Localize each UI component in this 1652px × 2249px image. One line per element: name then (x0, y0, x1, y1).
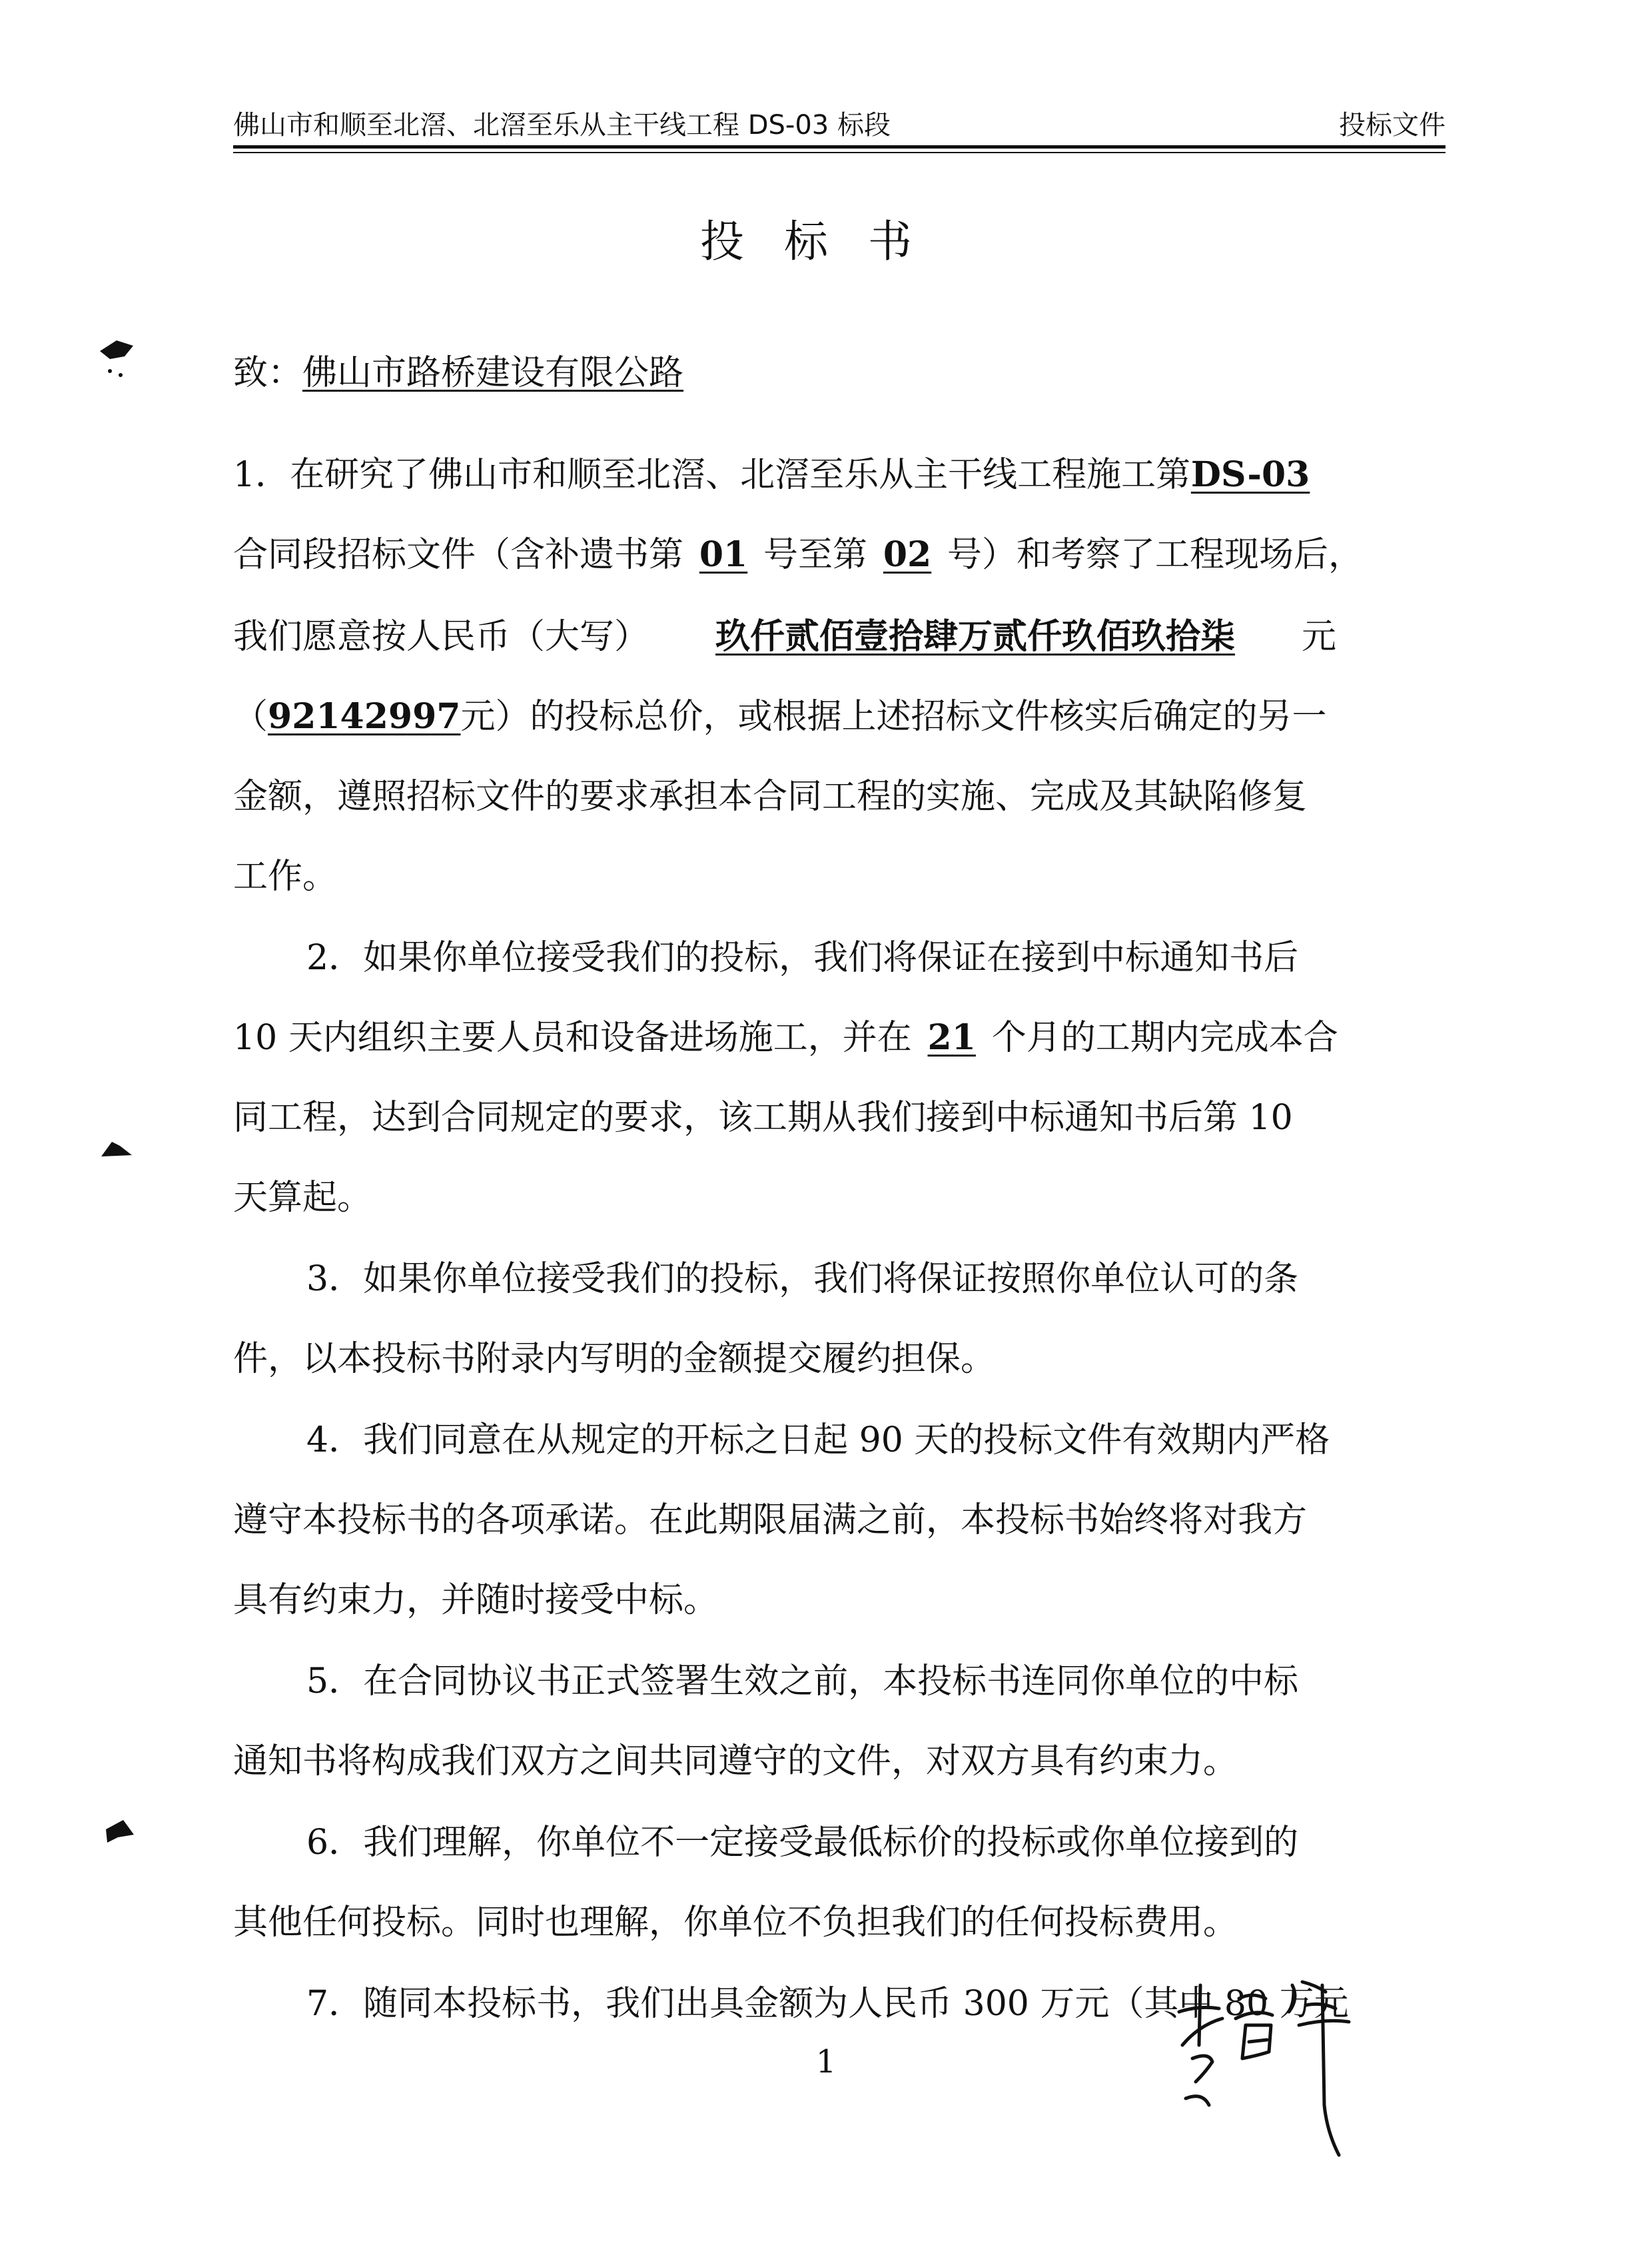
p2-line-1: 2．如果你单位接受我们的投标，我们将保证在接到中标通知书后 (306, 938, 1299, 978)
p2-line-4: 天算起。 (233, 1178, 372, 1218)
p5-line-1: 5．在合同协议书正式签署生效之前，本投标书连同你单位的中标 (306, 1661, 1299, 1701)
addressee-name: 佛山市路桥建设有限公路 (302, 353, 684, 393)
punch-mark-2 (100, 1139, 133, 1159)
p1-text: 我们愿意按人民币（大写） (233, 617, 649, 657)
punch-mark-1 (97, 336, 137, 383)
punch-mark-3 (103, 1817, 137, 1844)
p1-text: 号）和考察了工程现场后， (947, 535, 1364, 575)
addressee-prefix: 致： (233, 353, 303, 393)
p1-text: 号至第 (763, 535, 868, 575)
p3-line-1: 3．如果你单位接受我们的投标，我们将保证按照你单位认可的条 (306, 1259, 1299, 1299)
handwritten-signature (1172, 1945, 1359, 2158)
p1-line-6: 工作。 (233, 857, 338, 897)
p4-line-3: 具有约束力，并随时接受中标。 (233, 1580, 719, 1620)
page-header (233, 105, 1446, 145)
header-rule-thin (233, 152, 1446, 153)
p2-line-3: 同工程，达到合同规定的要求，该工期从我们接到中标通知书后第 10 (233, 1098, 1293, 1138)
p1-line-2 (233, 528, 1446, 582)
bid-amount-words: 玖仟贰佰壹拾肆万贰仟玖佰玖拾柒 (715, 616, 1236, 657)
p6-line-1: 6．我们理解，你单位不一定接受最低标价的投标或你单位接到的 (306, 1823, 1299, 1863)
p1-line-5: 金额，遵照招标文件的要求承担本合同工程的实施、完成及其缺陷修复 (233, 777, 1308, 817)
p5-line-2: 通知书将构成我们双方之间共同遵守的文件，对双方具有约束力。 (233, 1741, 1238, 1781)
header-rule-thick (233, 145, 1446, 149)
p1-text: 元 (1302, 617, 1337, 657)
addressee-line (233, 346, 1446, 400)
p1-text: （ (233, 697, 268, 737)
p2-line-2 (233, 1011, 1446, 1065)
p1-text: 1．在研究了佛山市和顺至北滘、北滘至乐从主干线工程施工第 (233, 455, 1191, 495)
construction-months: 21 (927, 1017, 976, 1058)
p4-line-1: 4．我们同意在从规定的开标之日起 90 天的投标文件有效期内严格 (306, 1420, 1330, 1460)
p1-text: 元）的投标总价，或根据上述招标文件核实后确定的另一 (460, 697, 1327, 737)
p1-line-4 (233, 690, 1446, 743)
p6-line-2: 其他任何投标。同时也理解，你单位不负担我们的任何投标费用。 (233, 1903, 1238, 1943)
document-title: 投标书 (700, 216, 952, 267)
p1-line-3 (233, 610, 1446, 664)
p3-line-2: 件，以本投标书附录内写明的金额提交履约担保。 (233, 1339, 996, 1379)
p4-line-2: 遵守本投标书的各项承诺。在此期限届满之前，本投标书始终将对我方 (233, 1500, 1308, 1540)
addendum-from: 01 (699, 534, 748, 575)
p2-text: 个月的工期内完成本合 (991, 1018, 1338, 1058)
header-project-title: 佛山市和顺至北滘、北滘至乐从主干线工程 DS-03 标段 (233, 110, 891, 141)
addendum-to: 02 (883, 534, 932, 575)
page-number: 1 (815, 2043, 837, 2080)
p2-text: 10 天内组织主要人员和设备进场施工，并在 (233, 1018, 912, 1058)
p1-text: 合同段招标文件（含补遗书第 (233, 535, 684, 575)
header-doc-type: 投标文件 (1339, 110, 1446, 141)
bid-amount-figures: 92142997 (268, 696, 461, 737)
p7-line-1: 7．随同本投标书，我们出具金额为人民币 300 万元（其中 80 万元 (306, 1984, 1349, 2024)
p1-line-1 (233, 448, 1446, 502)
contract-section-number: DS-03 (1190, 454, 1310, 495)
